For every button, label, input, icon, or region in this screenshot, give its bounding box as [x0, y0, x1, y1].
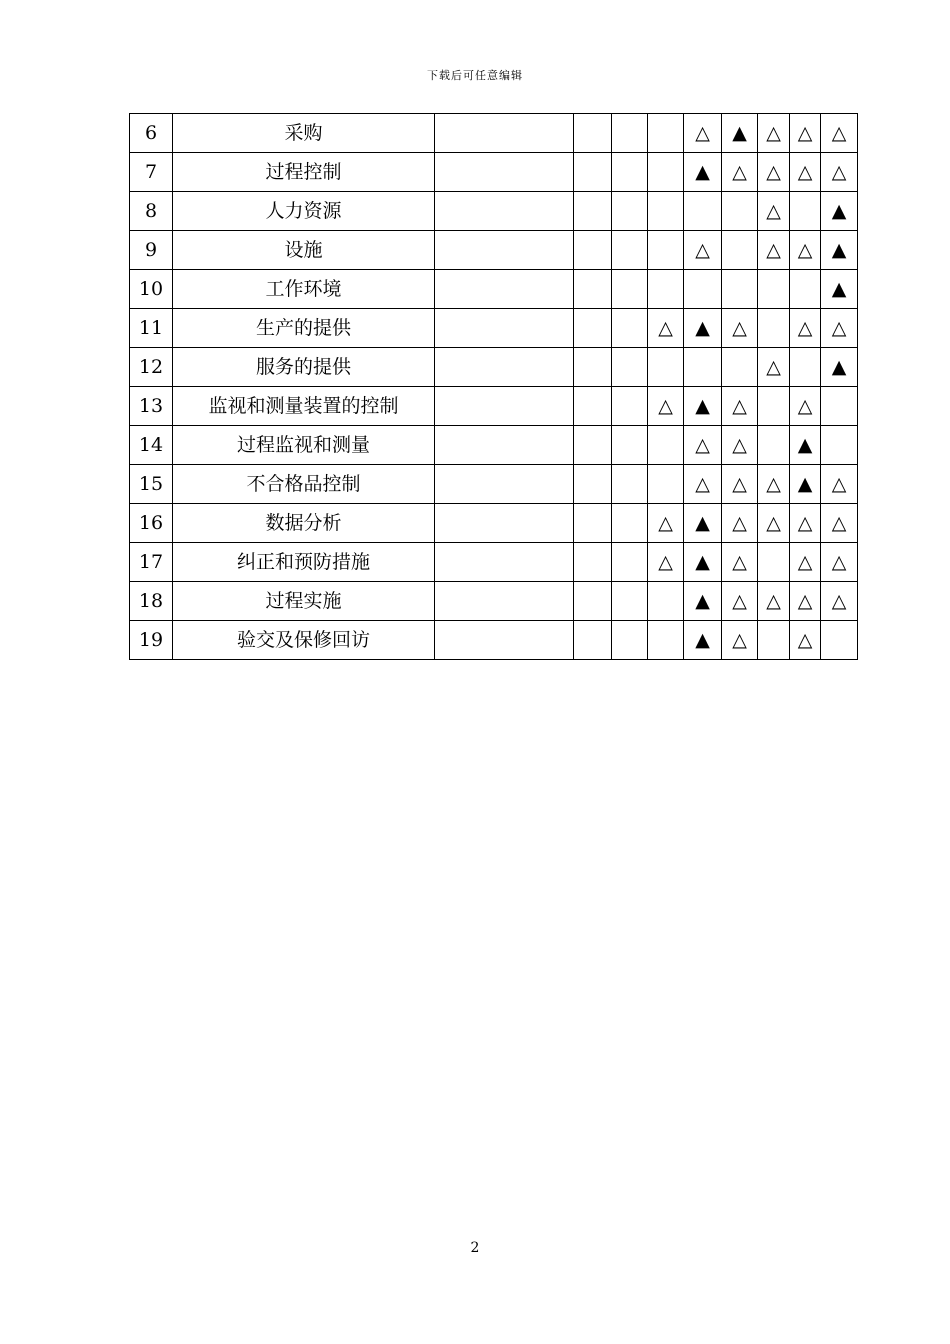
responsibility-mark-cell: [612, 153, 648, 192]
responsibility-mark-cell: △: [790, 114, 821, 153]
responsibility-mark-cell: △: [758, 231, 790, 270]
responsibility-mark-cell: [612, 231, 648, 270]
responsibility-mark-cell: △: [758, 114, 790, 153]
responsibility-mark-cell: [612, 582, 648, 621]
responsibility-mark-cell: [612, 504, 648, 543]
responsibility-mark-cell: [574, 426, 612, 465]
responsibility-mark-cell: [648, 270, 684, 309]
responsibility-mark-cell: △: [684, 231, 722, 270]
table-body: [130, 114, 858, 660]
responsibility-mark-cell: [648, 153, 684, 192]
responsibility-mark-cell: [684, 348, 722, 387]
responsibility-mark-cell: ▲: [684, 543, 722, 582]
responsibility-mark-cell: [612, 621, 648, 660]
blank-cell: [435, 270, 574, 309]
responsibility-mark-cell: [574, 387, 612, 426]
responsibility-mark-cell: ▲: [684, 387, 722, 426]
responsibility-mark-cell: [790, 192, 821, 231]
table-row: [130, 426, 858, 465]
responsibility-mark-cell: [758, 621, 790, 660]
responsibility-mark-cell: △: [821, 582, 858, 621]
responsibility-mark-cell: △: [722, 465, 758, 504]
responsibility-mark-cell: △: [648, 504, 684, 543]
responsibility-mark-cell: ▲: [790, 426, 821, 465]
responsibility-mark-cell: [648, 582, 684, 621]
blank-cell: [435, 192, 574, 231]
responsibility-mark-cell: △: [684, 114, 722, 153]
responsibility-mark-cell: [612, 270, 648, 309]
responsibility-mark-cell: △: [684, 465, 722, 504]
blank-cell: [435, 387, 574, 426]
responsibility-mark-cell: [648, 192, 684, 231]
row-number-cell: 8: [130, 192, 173, 231]
responsibility-mark-cell: △: [758, 465, 790, 504]
blank-cell: [435, 348, 574, 387]
responsibility-mark-cell: [821, 621, 858, 660]
process-name-cell: 服务的提供: [173, 348, 435, 387]
responsibility-mark-cell: [684, 270, 722, 309]
responsibility-mark-cell: △: [648, 309, 684, 348]
table-row: [130, 621, 858, 660]
blank-cell: [435, 426, 574, 465]
row-number-cell: 6: [130, 114, 173, 153]
responsibility-mark-cell: [758, 309, 790, 348]
responsibility-mark-cell: △: [790, 387, 821, 426]
row-number-cell: 14: [130, 426, 173, 465]
responsibility-mark-cell: ▲: [684, 582, 722, 621]
responsibility-mark-cell: [612, 309, 648, 348]
responsibility-mark-cell: [722, 270, 758, 309]
process-name-cell: 监视和测量装置的控制: [173, 387, 435, 426]
responsibility-mark-cell: [574, 192, 612, 231]
table-row: [130, 114, 858, 153]
row-number-cell: 17: [130, 543, 173, 582]
responsibility-mark-cell: [612, 348, 648, 387]
responsibility-mark-cell: [648, 621, 684, 660]
responsibility-mark-cell: [648, 231, 684, 270]
table-row: [130, 387, 858, 426]
table-row: [130, 465, 858, 504]
process-name-cell: 过程实施: [173, 582, 435, 621]
responsibility-mark-cell: [574, 582, 612, 621]
blank-cell: [435, 231, 574, 270]
table-row: [130, 192, 858, 231]
table-row: [130, 270, 858, 309]
responsibility-mark-cell: △: [790, 153, 821, 192]
blank-cell: [435, 582, 574, 621]
responsibility-mark-cell: [758, 426, 790, 465]
responsibility-mark-cell: ▲: [821, 231, 858, 270]
responsibility-mark-cell: △: [821, 504, 858, 543]
table-row: [130, 309, 858, 348]
responsibility-mark-cell: [574, 153, 612, 192]
responsibility-mark-cell: △: [722, 582, 758, 621]
blank-cell: [435, 543, 574, 582]
responsibility-mark-cell: [821, 387, 858, 426]
table-row: [130, 348, 858, 387]
responsibility-mark-cell: △: [758, 153, 790, 192]
responsibility-mark-cell: [574, 270, 612, 309]
responsibility-mark-cell: [574, 621, 612, 660]
responsibility-mark-cell: [758, 387, 790, 426]
responsibility-mark-cell: △: [821, 465, 858, 504]
responsibility-mark-cell: △: [722, 309, 758, 348]
table-row: [130, 582, 858, 621]
process-name-cell: 人力资源: [173, 192, 435, 231]
responsibility-mark-cell: ▲: [684, 309, 722, 348]
row-number-cell: 10: [130, 270, 173, 309]
row-number-cell: 13: [130, 387, 173, 426]
responsibility-mark-cell: [758, 270, 790, 309]
page-number: 2: [470, 1240, 480, 1256]
responsibility-mark-cell: [758, 543, 790, 582]
responsibility-mark-cell: ▲: [821, 348, 858, 387]
responsibility-mark-cell: △: [722, 387, 758, 426]
responsibility-mark-cell: [790, 348, 821, 387]
responsibility-mark-cell: [790, 270, 821, 309]
responsibility-mark-cell: △: [790, 543, 821, 582]
responsibility-mark-cell: △: [821, 309, 858, 348]
responsibility-mark-cell: [612, 426, 648, 465]
responsibility-mark-cell: △: [758, 504, 790, 543]
responsibility-mark-cell: △: [821, 543, 858, 582]
responsibility-mark-cell: △: [821, 114, 858, 153]
responsibility-mark-cell: △: [758, 582, 790, 621]
responsibility-mark-cell: [722, 192, 758, 231]
responsibility-mark-cell: △: [790, 621, 821, 660]
responsibility-mark-cell: [648, 465, 684, 504]
responsibility-mark-cell: ▲: [684, 621, 722, 660]
responsibility-mark-cell: [612, 465, 648, 504]
responsibility-mark-cell: [574, 348, 612, 387]
table-row: [130, 153, 858, 192]
responsibility-mark-cell: △: [758, 348, 790, 387]
table-row: [130, 231, 858, 270]
responsibility-mark-cell: [612, 387, 648, 426]
blank-cell: [435, 621, 574, 660]
row-number-cell: 16: [130, 504, 173, 543]
responsibility-mark-cell: △: [722, 504, 758, 543]
row-number-cell: 7: [130, 153, 173, 192]
process-name-cell: 工作环境: [173, 270, 435, 309]
responsibility-mark-cell: [821, 426, 858, 465]
responsibility-mark-cell: △: [722, 153, 758, 192]
responsibility-mark-cell: [574, 504, 612, 543]
responsibility-mark-cell: [612, 192, 648, 231]
responsibility-mark-cell: [648, 114, 684, 153]
row-number-cell: 12: [130, 348, 173, 387]
blank-cell: [435, 309, 574, 348]
process-name-cell: 不合格品控制: [173, 465, 435, 504]
responsibility-mark-cell: [574, 114, 612, 153]
responsibility-mark-cell: △: [722, 426, 758, 465]
responsibility-mark-cell: ▲: [821, 192, 858, 231]
process-name-cell: 过程控制: [173, 153, 435, 192]
responsibility-mark-cell: [722, 348, 758, 387]
responsibility-mark-cell: △: [684, 426, 722, 465]
responsibility-mark-cell: ▲: [722, 114, 758, 153]
row-number-cell: 15: [130, 465, 173, 504]
responsibility-mark-cell: [648, 348, 684, 387]
blank-cell: [435, 114, 574, 153]
responsibility-mark-cell: [612, 543, 648, 582]
blank-cell: [435, 504, 574, 543]
responsibility-mark-cell: △: [821, 153, 858, 192]
row-number-cell: 19: [130, 621, 173, 660]
responsibility-matrix-table: [129, 113, 858, 660]
responsibility-mark-cell: [684, 192, 722, 231]
responsibility-mark-cell: △: [722, 621, 758, 660]
table-row: [130, 504, 858, 543]
responsibility-mark-cell: △: [758, 192, 790, 231]
responsibility-mark-cell: ▲: [821, 270, 858, 309]
responsibility-mark-cell: △: [790, 504, 821, 543]
process-name-cell: 纠正和预防措施: [173, 543, 435, 582]
responsibility-mark-cell: △: [648, 543, 684, 582]
row-number-cell: 9: [130, 231, 173, 270]
responsibility-mark-cell: △: [722, 543, 758, 582]
responsibility-mark-cell: [612, 114, 648, 153]
page-header: 下载后可任意编辑: [427, 69, 523, 82]
responsibility-mark-cell: △: [790, 309, 821, 348]
responsibility-mark-cell: [574, 309, 612, 348]
responsibility-mark-cell: [722, 231, 758, 270]
responsibility-mark-cell: △: [648, 387, 684, 426]
responsibility-mark-cell: △: [790, 231, 821, 270]
responsibility-mark-cell: [648, 426, 684, 465]
process-name-cell: 生产的提供: [173, 309, 435, 348]
row-number-cell: 18: [130, 582, 173, 621]
responsibility-mark-cell: ▲: [684, 504, 722, 543]
responsibility-mark-cell: ▲: [684, 153, 722, 192]
process-name-cell: 数据分析: [173, 504, 435, 543]
process-name-cell: 验交及保修回访: [173, 621, 435, 660]
process-name-cell: 设施: [173, 231, 435, 270]
table-row: [130, 543, 858, 582]
responsibility-mark-cell: [574, 543, 612, 582]
responsibility-mark-cell: [574, 465, 612, 504]
process-name-cell: 采购: [173, 114, 435, 153]
row-number-cell: 11: [130, 309, 173, 348]
responsibility-mark-cell: ▲: [790, 465, 821, 504]
responsibility-mark-cell: [574, 231, 612, 270]
responsibility-mark-cell: △: [790, 582, 821, 621]
process-name-cell: 过程监视和测量: [173, 426, 435, 465]
blank-cell: [435, 153, 574, 192]
blank-cell: [435, 465, 574, 504]
